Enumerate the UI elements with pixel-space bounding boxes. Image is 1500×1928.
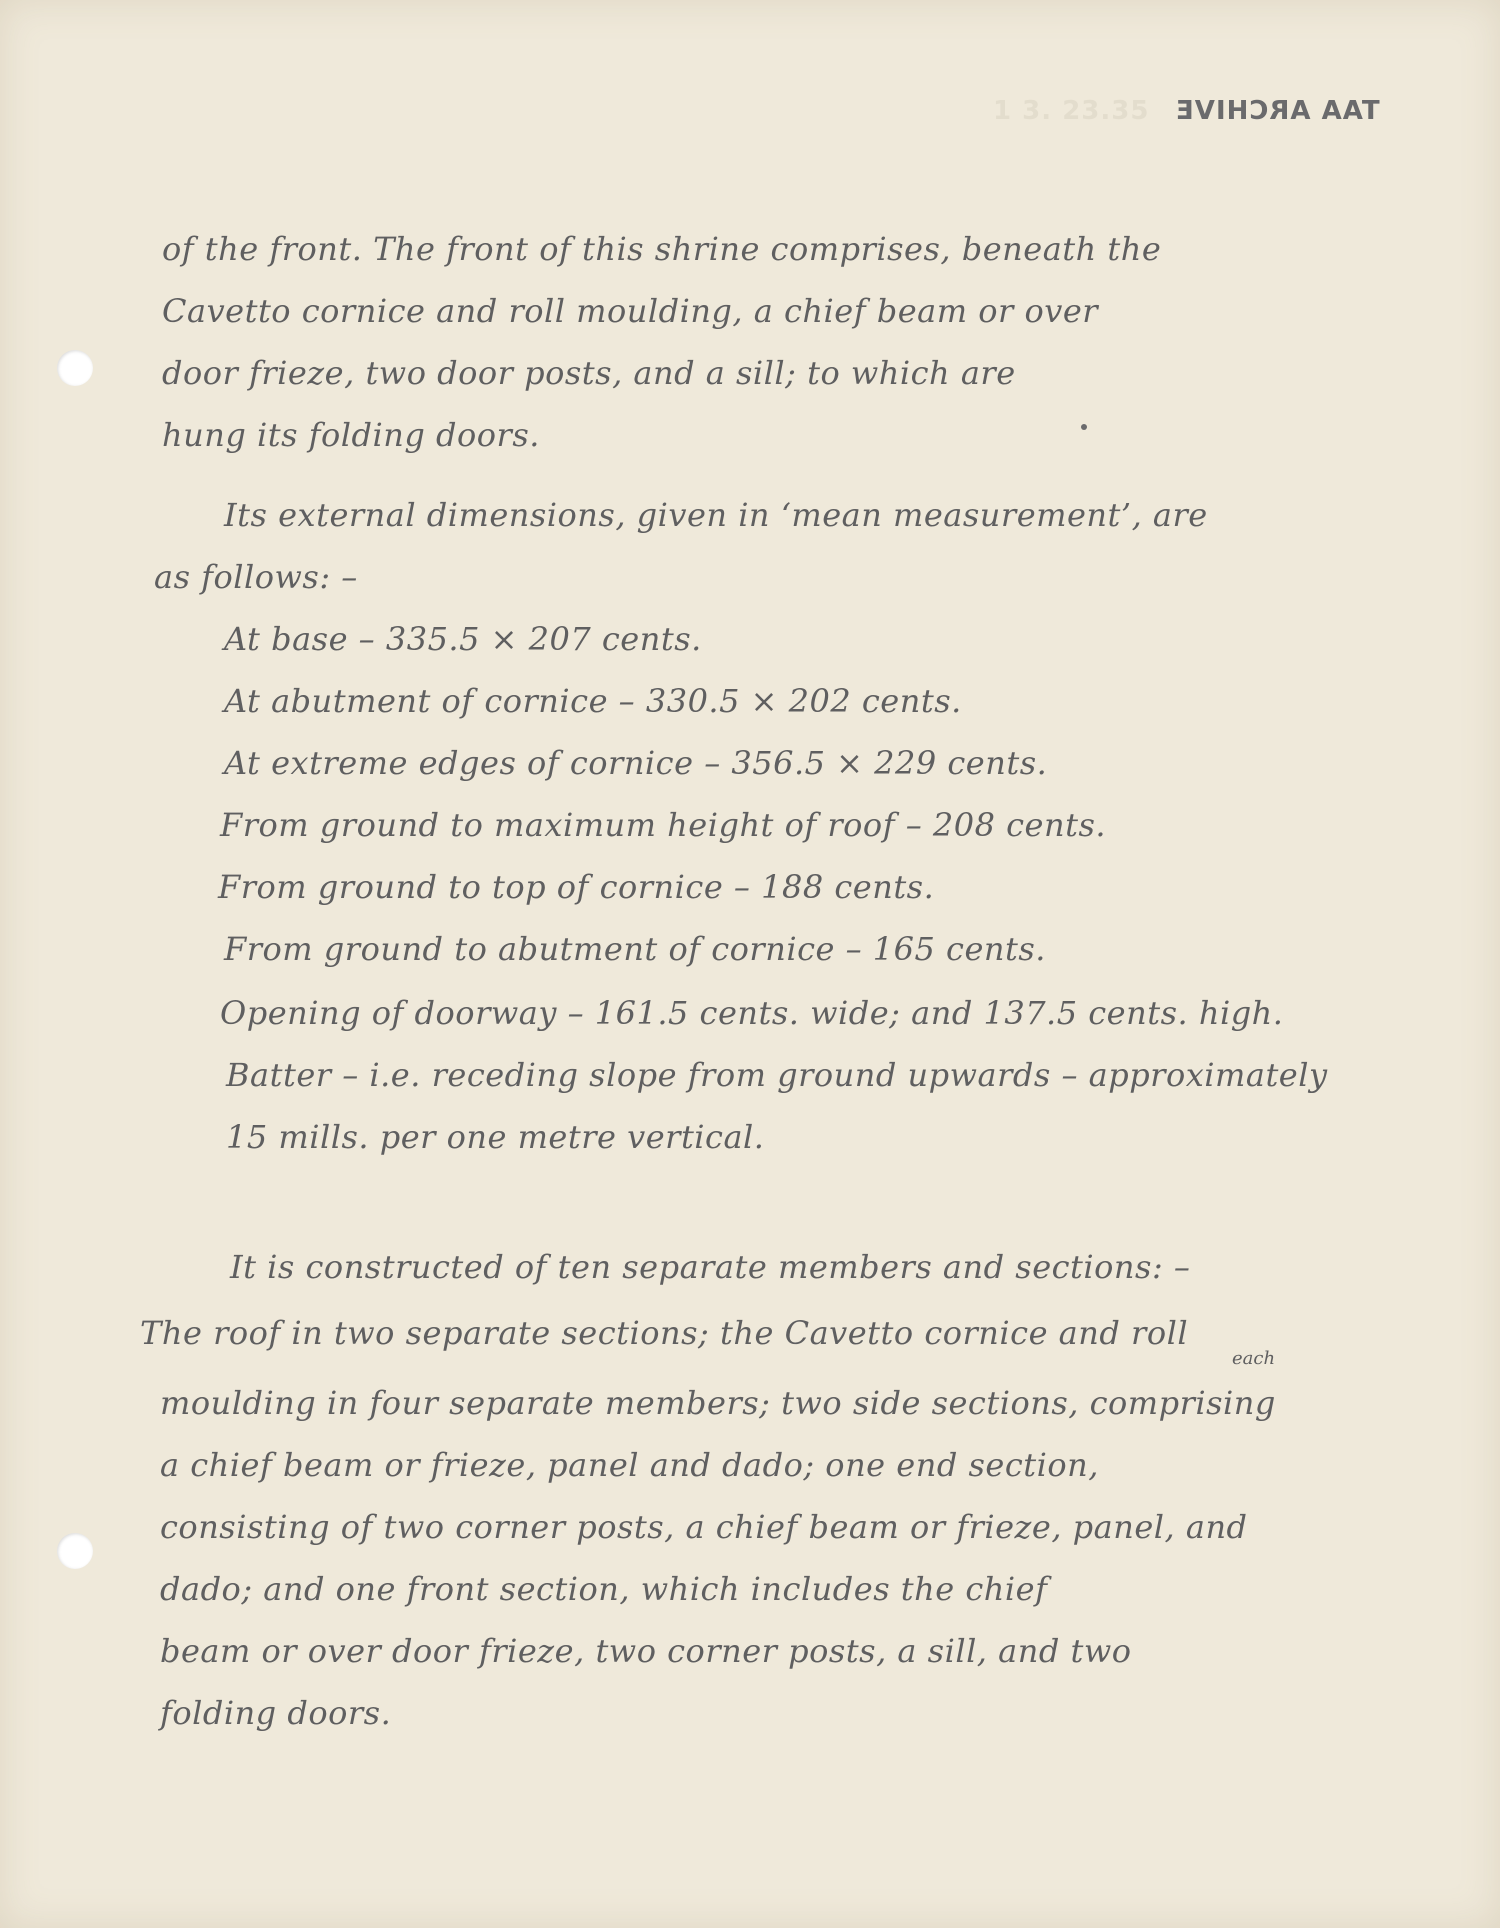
ink-dot: [1081, 424, 1087, 430]
text-line: hung its folding doors.: [162, 416, 540, 454]
dimension-line: From ground to abutment of cornice – 165 cents.: [224, 930, 1046, 968]
text-line: The roof in two separate sections; the Cavetto cornice and roll: [140, 1314, 1189, 1352]
dimension-line: From ground to top of cornice – 188 cents.: [218, 868, 935, 906]
stamp-code: 1 3. 23.35: [993, 96, 1150, 126]
text-line: of the front. The front of this shrine comprises, beneath the: [162, 230, 1162, 268]
insertion-word: each: [1232, 1348, 1276, 1369]
text-line: folding doors.: [160, 1694, 392, 1732]
text-line: dado; and one front section, which includes the chief: [160, 1570, 1048, 1608]
text-line: moulding in four separate members; two side sections, comprising: [160, 1384, 1276, 1422]
text-line: a chief beam or frieze, panel and dado; one end section,: [160, 1446, 1099, 1484]
text-line: beam or over door frieze, two corner posts, a sill, and two: [160, 1632, 1132, 1670]
archive-stamp: [993, 96, 1380, 126]
dimension-line: Opening of doorway – 161.5 cents. wide; and 137.5 cents. high.: [220, 994, 1284, 1032]
text-line: door frieze, two door posts, and a sill; to which are: [162, 354, 1016, 392]
text-line: Cavetto cornice and roll moulding, a chief beam or over: [162, 292, 1099, 330]
dimension-line: From ground to maximum height of roof – 208 cents.: [220, 806, 1107, 844]
dimension-line: At extreme edges of cornice – 356.5 × 229 cents.: [224, 744, 1048, 782]
dimension-line: Batter – i.e. receding slope from ground upwards – approximately: [226, 1056, 1328, 1094]
dimension-line: At base – 335.5 × 207 cents.: [224, 620, 702, 658]
text-line: Its external dimensions, given in ‘mean measurement’, are: [224, 496, 1208, 534]
text-line: consisting of two corner posts, a chief beam or frieze, panel, and: [160, 1508, 1248, 1546]
dimension-line: At abutment of cornice – 330.5 × 202 cents.: [224, 682, 962, 720]
text-line: It is constructed of ten separate members and sections: –: [230, 1248, 1191, 1286]
punch-hole-bottom: [57, 1533, 93, 1569]
stamp-archive-label: TAA ARCHIVE: [1175, 96, 1380, 126]
text-line: as follows: –: [154, 558, 358, 596]
punch-hole-top: [57, 350, 93, 386]
dimension-line: 15 mills. per one metre vertical.: [226, 1118, 765, 1156]
